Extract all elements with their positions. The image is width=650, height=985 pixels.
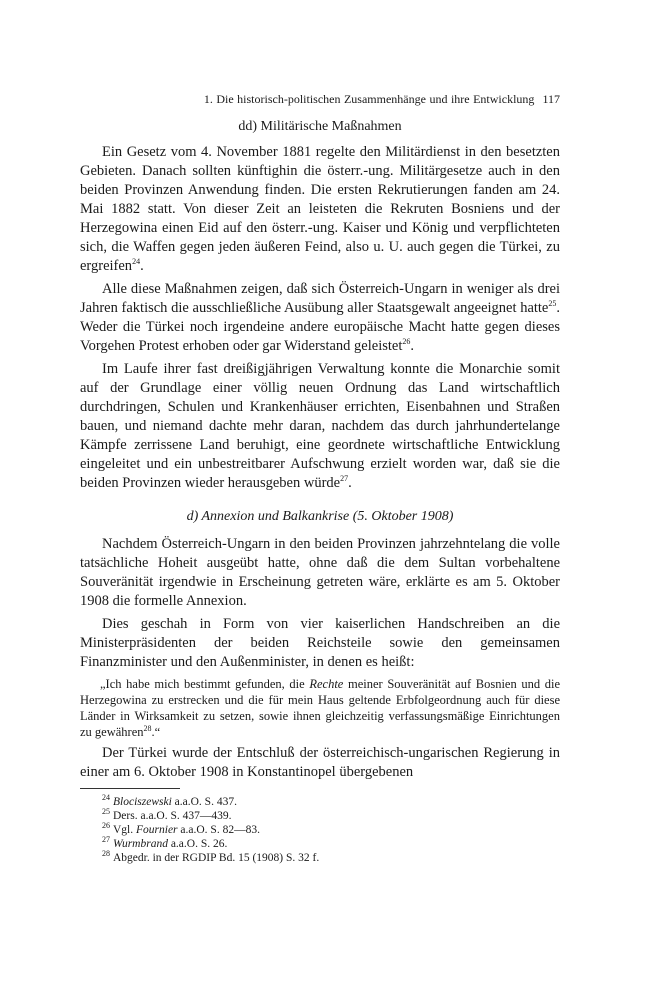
page-number: 117: [542, 92, 560, 106]
section-heading: dd) Militärische Maßnahmen: [238, 119, 402, 134]
footnotes: [80, 795, 560, 865]
footnote-ref[interactable]: 27: [340, 474, 349, 484]
footnote: $^{27}$ Wurmbrand a.a.O. S. 26.: [102, 835, 228, 850]
paragraph: Im Laufe ihrer fast dreißigjährigen Verwaltung konnte die Monarchie somit auf der Grundlage einer völlig neuen Ordnung das Land wirtschaftlich durchdringen, Schulen und Krankenhäuser errichten, Eisenbahnen und Straßen bauen, und niemand dachte mehr daran, nachdem das durch jahrhundertelange Kämpfe zerrissene Land beruhigt, eine geordnete wirtschaftliche Entwicklung eingeleitet und ein unbestreitbarer Aufschwung erzielt worden war, daß sie die beiden Provinzen wieder herausgeben würde$^{27}$.: [80, 361, 560, 491]
running-head-title: 1. Die historisch-politischen Zusammenhänge und ihre Entwicklung: [203, 92, 535, 106]
footnote-ref[interactable]: 25: [548, 299, 557, 309]
footnote: $^{26}$ Vgl. Fournier a.a.O. S. 82—83.: [102, 821, 260, 836]
footnote-ref[interactable]: 26: [402, 337, 411, 347]
footnote: $^{25}$ Ders. a.a.O. S. 437—439.: [102, 807, 232, 822]
paragraph: Alle diese Maßnahmen zeigen, daß sich Österreich-Ungarn in weniger als drei Jahren faktisch die ausschließliche Ausübung aller Staatsgewalt angeeignet hatte$^{25}$. Weder die Türkei noch irgendeine andere europäische Macht hatte gegen dieses Vorgehen Protest erhoben oder gar Widerstand geleistet$^{26}$.: [80, 281, 560, 354]
footnote: $^{24}$ Bloсiszewski a.a.O. S. 437.: [102, 793, 237, 808]
paragraph: Dies geschah in Form von vier kaiserlichen Handschreiben an die Ministerpräsidenten der beiden Reichsteile sowie den gemeinsamen Finanzminister und den Außenminister, in denen es heißt:: [80, 616, 560, 670]
paragraph: Ein Gesetz vom 4. November 1881 regelte den Militärdienst in den besetzten Gebieten. Danach sollten künftighin die österr.-ung. Militärgesetze auch in den beiden Provinzen Anwendung finden. Die ersten Rekrutierungen fanden am 24. Mai 1882 statt. Von dieser Zeit an leisteten die Rekruten Bosniens und der Herzegowina einen Eid auf den österr.-ung. Kaiser und König und verpflichteten sich, die Waffen gegen jeden äußeren Feind, also u. U. auch gegen die Türkei, zu ergreifen$^{24}$.: [80, 144, 560, 274]
paragraph: Nachdem Österreich-Ungarn in den beiden Provinzen jahrzehntelang die volle tatsächliche Hoheit ausgeübt hatte, ohne daß die dem Sultan vorbehaltene Souveränität irgendwie in Erscheinung getreten wäre, erklärte es am 5. Oktober 1908 die formelle Annexion.: [80, 536, 560, 609]
book-page: [80, 92, 560, 865]
footnote: $^{28}$ Abgedr. in der RGDIP Bd. 15 (1908) S. 32 f.: [102, 849, 320, 864]
subsection-heading: d) Annexion und Balkankrise (5. Oktober 1908): [186, 509, 454, 524]
block-quote: „Ich habe mich bestimmt gefunden, die Rechte meiner Souveränität auf Bosnien und die Herzegowina zu erstrecken und die für mein Haus geltende Erbfolgeordnung auch für diese Länder in Wirksamkeit zu setzen, sowie ihnen gleichzeitig verfassungsmäßige Einrichtungen zu gewähren$^{28}$.“: [80, 677, 561, 739]
running-head: [80, 92, 560, 107]
quote-emphasis: Rechte: [309, 677, 344, 691]
footnote-divider: [80, 788, 180, 789]
footnote-ref[interactable]: 28: [143, 723, 152, 733]
footnote-ref[interactable]: 24: [132, 257, 141, 267]
paragraph: Der Türkei wurde der Entschluß der österreichisch-ungarischen Regierung in einer am 6. Oktober 1908 in Konstantinopel übergebenen: [80, 745, 560, 780]
